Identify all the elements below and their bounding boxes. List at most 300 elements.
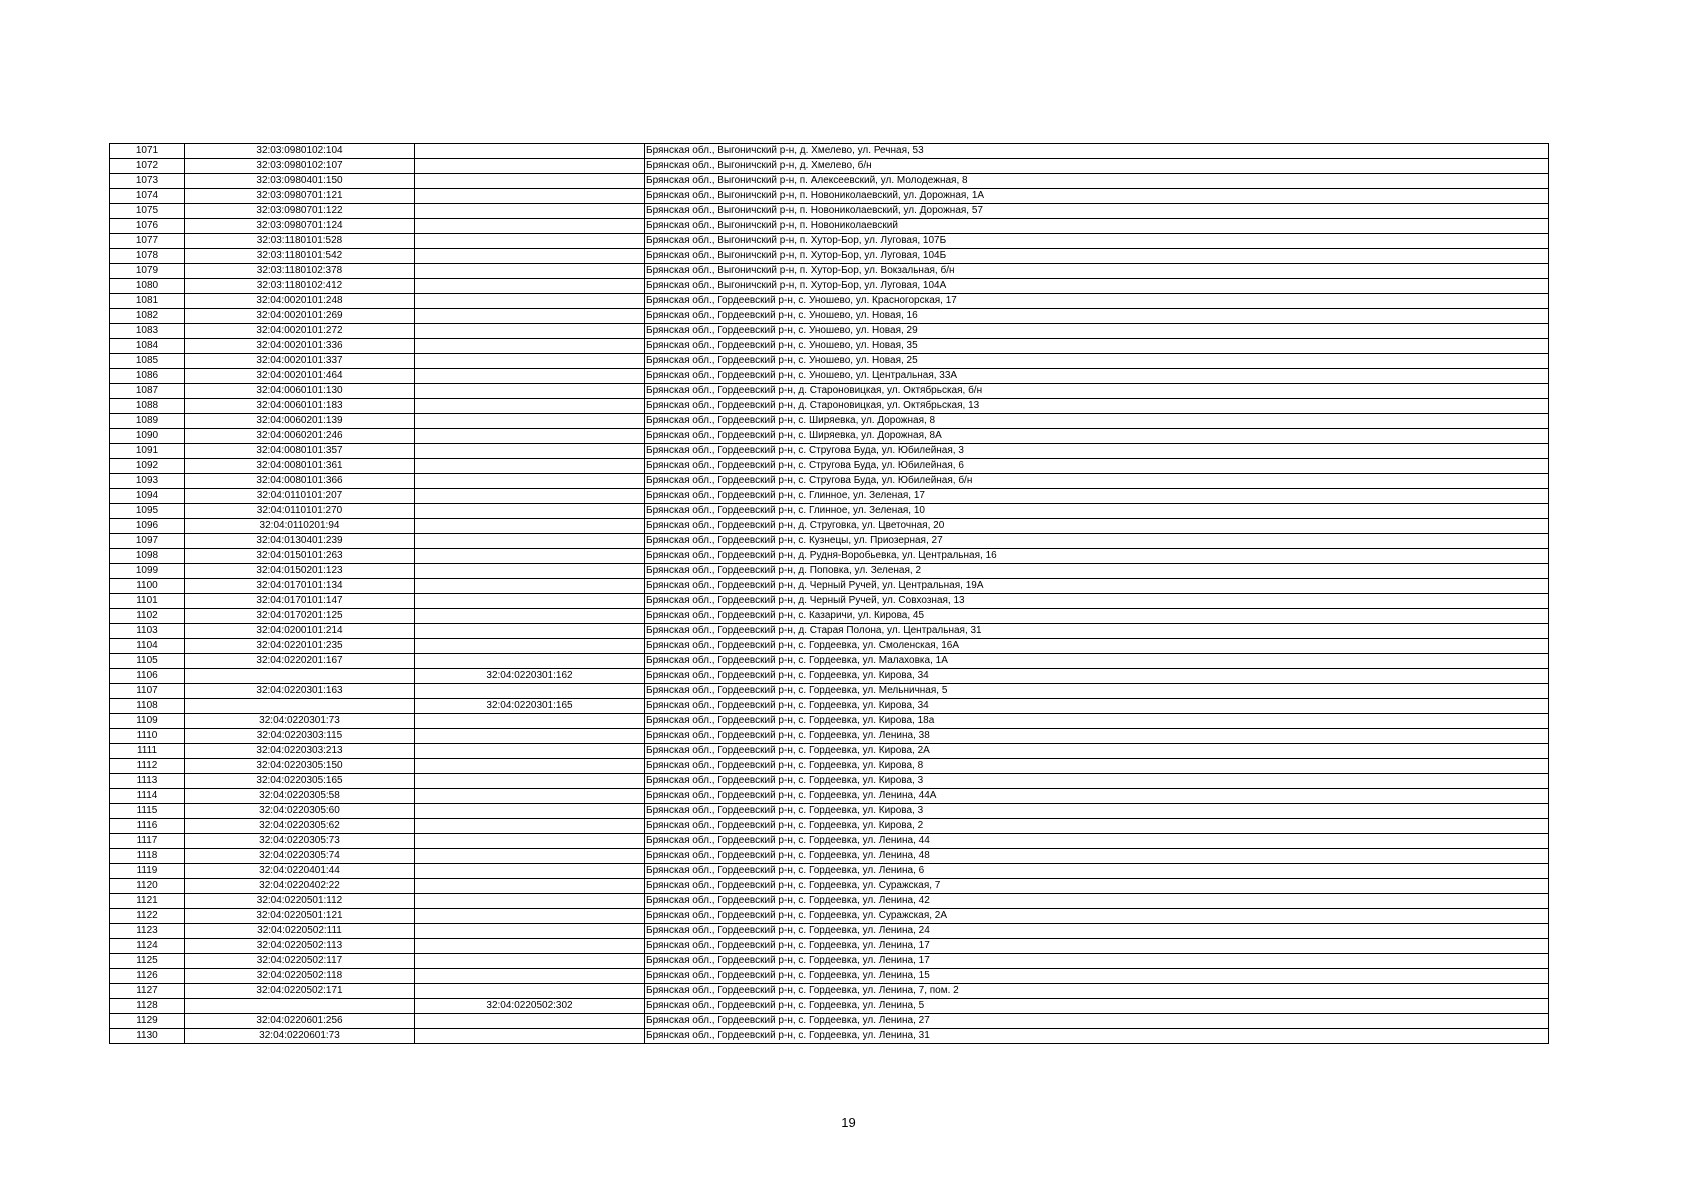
row-number-cell: 1119 — [110, 864, 185, 879]
cadastral-number-cell: 32:04:0020101:248 — [185, 294, 415, 309]
table-row — [110, 834, 1549, 849]
table-row — [110, 564, 1549, 579]
cadastral-number-cell: 32:04:0200101:214 — [185, 624, 415, 639]
address-cell: Брянская обл., Гордеевский р-н, д. Староновицкая, ул. Октябрьская, б/н — [645, 384, 1549, 399]
address-cell: Брянская обл., Гордеевский р-н, с. Казаричи, ул. Кирова, 45 — [645, 609, 1549, 624]
address-cell: Брянская обл., Гордеевский р-н, с. Гордеевка, ул. Кирова, 3 — [645, 774, 1549, 789]
cadastral-number-alt-cell: 32:04:0220301:162 — [415, 669, 645, 684]
cadastral-number-cell: 32:04:0220101:235 — [185, 639, 415, 654]
table-row — [110, 894, 1549, 909]
table-row — [110, 414, 1549, 429]
row-number-cell: 1105 — [110, 654, 185, 669]
cadastral-number-alt-cell — [415, 264, 645, 279]
table-row — [110, 354, 1549, 369]
cadastral-number-cell: 32:04:0020101:272 — [185, 324, 415, 339]
row-number-cell: 1091 — [110, 444, 185, 459]
address-cell: Брянская обл., Гордеевский р-н, с. Гордеевка, ул. Кирова, 2А — [645, 744, 1549, 759]
address-cell: Брянская обл., Гордеевский р-н, с. Стругова Буда, ул. Юбилейная, 6 — [645, 459, 1549, 474]
table-row — [110, 249, 1549, 264]
row-number-cell: 1083 — [110, 324, 185, 339]
cadastral-number-alt-cell — [415, 489, 645, 504]
table-row — [110, 744, 1549, 759]
row-number-cell: 1126 — [110, 969, 185, 984]
cadastral-number-cell: 32:04:0060101:130 — [185, 384, 415, 399]
cadastral-number-alt-cell — [415, 744, 645, 759]
cadastral-number-alt-cell — [415, 444, 645, 459]
table-row — [110, 939, 1549, 954]
row-number-cell: 1098 — [110, 549, 185, 564]
row-number-cell: 1115 — [110, 804, 185, 819]
cadastral-number-alt-cell — [415, 834, 645, 849]
table-row — [110, 144, 1549, 159]
cadastral-number-cell: 32:04:0220305:165 — [185, 774, 415, 789]
cadastral-number-cell: 32:04:0110101:207 — [185, 489, 415, 504]
cadastral-number-alt-cell — [415, 819, 645, 834]
row-number-cell: 1074 — [110, 189, 185, 204]
table-row — [110, 384, 1549, 399]
row-number-cell: 1108 — [110, 699, 185, 714]
table-row — [110, 369, 1549, 384]
cadastral-number-cell: 32:03:1180101:528 — [185, 234, 415, 249]
cadastral-number-cell: 32:04:0220502:113 — [185, 939, 415, 954]
row-number-cell: 1081 — [110, 294, 185, 309]
cadastral-number-alt-cell — [415, 1014, 645, 1029]
address-cell: Брянская обл., Выгоничский р-н, п. Алексеевский, ул. Молодежная, 8 — [645, 174, 1549, 189]
cadastral-number-alt-cell — [415, 159, 645, 174]
row-number-cell: 1116 — [110, 819, 185, 834]
cadastral-number-cell: 32:03:1180102:378 — [185, 264, 415, 279]
table-row — [110, 789, 1549, 804]
cadastral-number-alt-cell — [415, 654, 645, 669]
row-number-cell: 1130 — [110, 1029, 185, 1044]
address-cell: Брянская обл., Выгоничский р-н, д. Хмелево, б/н — [645, 159, 1549, 174]
cadastral-number-alt-cell — [415, 399, 645, 414]
cadastral-number-alt-cell — [415, 894, 645, 909]
cadastral-number-cell: 32:04:0150101:263 — [185, 549, 415, 564]
row-number-cell: 1100 — [110, 579, 185, 594]
address-cell: Брянская обл., Гордеевский р-н, д. Старая Полона, ул. Центральная, 31 — [645, 624, 1549, 639]
cadastral-number-cell: 32:04:0220601:73 — [185, 1029, 415, 1044]
table-row — [110, 984, 1549, 999]
cadastral-number-alt-cell — [415, 354, 645, 369]
cadastral-number-cell: 32:04:0170101:134 — [185, 579, 415, 594]
cadastral-number-cell: 32:04:0220502:118 — [185, 969, 415, 984]
cadastral-number-cell: 32:04:0220601:256 — [185, 1014, 415, 1029]
table-row — [110, 819, 1549, 834]
cadastral-number-alt-cell — [415, 579, 645, 594]
cadastral-number-cell: 32:03:0980102:104 — [185, 144, 415, 159]
cadastral-number-cell: 32:04:0220401:44 — [185, 864, 415, 879]
address-cell: Брянская обл., Гордеевский р-н, с. Гордеевка, ул. Кирова, 8 — [645, 759, 1549, 774]
cadastral-number-cell: 32:04:0020101:336 — [185, 339, 415, 354]
address-cell: Брянская обл., Выгоничский р-н, п. Новониколаевский — [645, 219, 1549, 234]
table-row — [110, 999, 1549, 1014]
cadastral-number-cell: 32:04:0130401:239 — [185, 534, 415, 549]
address-cell: Брянская обл., Гордеевский р-н, д. Староновицкая, ул. Октябрьская, 13 — [645, 399, 1549, 414]
table-row — [110, 174, 1549, 189]
cadastral-number-cell: 32:04:0220201:167 — [185, 654, 415, 669]
table-row — [110, 579, 1549, 594]
address-cell: Брянская обл., Выгоничский р-н, п. Новониколаевский, ул. Дорожная, 1А — [645, 189, 1549, 204]
cadastral-number-alt-cell — [415, 984, 645, 999]
cadastral-number-alt-cell — [415, 384, 645, 399]
address-cell: Брянская обл., Гордеевский р-н, с. Гордеевка, ул. Кирова, 2 — [645, 819, 1549, 834]
address-cell: Брянская обл., Гордеевский р-н, с. Гордеевка, ул. Кирова, 34 — [645, 669, 1549, 684]
row-number-cell: 1086 — [110, 369, 185, 384]
row-number-cell: 1101 — [110, 594, 185, 609]
address-cell: Брянская обл., Гордеевский р-н, с. Гордеевка, ул. Ленина, 42 — [645, 894, 1549, 909]
cadastral-number-alt-cell — [415, 279, 645, 294]
table-row — [110, 924, 1549, 939]
cadastral-number-cell: 32:03:0980701:124 — [185, 219, 415, 234]
table-row — [110, 699, 1549, 714]
cadastral-number-alt-cell — [415, 594, 645, 609]
row-number-cell: 1103 — [110, 624, 185, 639]
row-number-cell: 1088 — [110, 399, 185, 414]
row-number-cell: 1118 — [110, 849, 185, 864]
address-cell: Брянская обл., Выгоничский р-н, п. Новониколаевский, ул. Дорожная, 57 — [645, 204, 1549, 219]
address-cell: Брянская обл., Гордеевский р-н, с. Ширяевка, ул. Дорожная, 8А — [645, 429, 1549, 444]
cadastral-number-cell: 32:04:0020101:464 — [185, 369, 415, 384]
cadastral-number-alt-cell — [415, 534, 645, 549]
cadastral-number-alt-cell — [415, 144, 645, 159]
address-cell: Брянская обл., Гордеевский р-н, с. Гордеевка, ул. Мельничная, 5 — [645, 684, 1549, 699]
cadastral-number-alt-cell — [415, 759, 645, 774]
row-number-cell: 1114 — [110, 789, 185, 804]
cadastral-number-cell: 32:04:0080101:366 — [185, 474, 415, 489]
table-row — [110, 189, 1549, 204]
table-row — [110, 759, 1549, 774]
table-row — [110, 804, 1549, 819]
table-row — [110, 399, 1549, 414]
address-cell: Брянская обл., Гордеевский р-н, с. Гордеевка, ул. Суражская, 7 — [645, 879, 1549, 894]
cadastral-number-alt-cell — [415, 219, 645, 234]
cadastral-number-alt-cell — [415, 849, 645, 864]
address-cell: Брянская обл., Гордеевский р-н, с. Гордеевка, ул. Ленина, 44А — [645, 789, 1549, 804]
address-cell: Брянская обл., Гордеевский р-н, с. Гордеевка, ул. Кирова, 3 — [645, 804, 1549, 819]
table-row — [110, 609, 1549, 624]
address-cell: Брянская обл., Гордеевский р-н, с. Уношево, ул. Новая, 29 — [645, 324, 1549, 339]
cadastral-number-cell: 32:04:0110201:94 — [185, 519, 415, 534]
row-number-cell: 1080 — [110, 279, 185, 294]
row-number-cell: 1095 — [110, 504, 185, 519]
cadastral-number-alt-cell — [415, 939, 645, 954]
cadastral-number-alt-cell — [415, 549, 645, 564]
cadastral-number-alt-cell — [415, 414, 645, 429]
table-row — [110, 309, 1549, 324]
row-number-cell: 1076 — [110, 219, 185, 234]
cadastral-number-alt-cell — [415, 174, 645, 189]
address-cell: Брянская обл., Гордеевский р-н, с. Гордеевка, ул. Ленина, 17 — [645, 954, 1549, 969]
row-number-cell: 1078 — [110, 249, 185, 264]
row-number-cell: 1099 — [110, 564, 185, 579]
table-row — [110, 654, 1549, 669]
row-number-cell: 1113 — [110, 774, 185, 789]
cadastral-number-cell: 32:04:0220303:213 — [185, 744, 415, 759]
row-number-cell: 1122 — [110, 909, 185, 924]
cadastral-number-alt-cell — [415, 234, 645, 249]
cadastral-number-cell: 32:04:0220305:62 — [185, 819, 415, 834]
table-row — [110, 594, 1549, 609]
cadastral-number-alt-cell — [415, 474, 645, 489]
address-cell: Брянская обл., Гордеевский р-н, с. Уношево, ул. Красногорская, 17 — [645, 294, 1549, 309]
cadastral-number-cell: 32:04:0080101:357 — [185, 444, 415, 459]
cadastral-number-cell: 32:04:0060201:246 — [185, 429, 415, 444]
cadastral-number-alt-cell — [415, 804, 645, 819]
address-cell: Брянская обл., Гордеевский р-н, с. Уношево, ул. Центральная, 33А — [645, 369, 1549, 384]
table-row — [110, 429, 1549, 444]
address-cell: Брянская обл., Гордеевский р-н, с. Гордеевка, ул. Ленина, 15 — [645, 969, 1549, 984]
cadastral-number-alt-cell — [415, 189, 645, 204]
cadastral-number-alt-cell — [415, 879, 645, 894]
cadastral-number-alt-cell — [415, 954, 645, 969]
row-number-cell: 1109 — [110, 714, 185, 729]
cadastral-number-cell: 32:04:0220501:121 — [185, 909, 415, 924]
row-number-cell: 1082 — [110, 309, 185, 324]
cadastral-number-cell — [185, 669, 415, 684]
table-row — [110, 549, 1549, 564]
row-number-cell: 1111 — [110, 744, 185, 759]
cadastral-number-alt-cell — [415, 459, 645, 474]
cadastral-number-alt-cell — [415, 714, 645, 729]
table-row — [110, 714, 1549, 729]
row-number-cell: 1104 — [110, 639, 185, 654]
address-cell: Брянская обл., Гордеевский р-н, с. Глинное, ул. Зеленая, 17 — [645, 489, 1549, 504]
table-row — [110, 969, 1549, 984]
address-cell: Брянская обл., Гордеевский р-н, с. Уношево, ул. Новая, 16 — [645, 309, 1549, 324]
address-cell: Брянская обл., Гордеевский р-н, д. Черный Ручей, ул. Центральная, 19А — [645, 579, 1549, 594]
row-number-cell: 1075 — [110, 204, 185, 219]
cadastral-number-alt-cell — [415, 684, 645, 699]
cadastral-number-cell: 32:03:1180102:412 — [185, 279, 415, 294]
cadastral-number-alt-cell — [415, 519, 645, 534]
row-number-cell: 1124 — [110, 939, 185, 954]
table-row — [110, 909, 1549, 924]
table-row — [110, 294, 1549, 309]
table-row — [110, 444, 1549, 459]
table-row — [110, 774, 1549, 789]
address-cell: Брянская обл., Гордеевский р-н, д. Поповка, ул. Зеленая, 2 — [645, 564, 1549, 579]
address-cell: Брянская обл., Гордеевский р-н, с. Уношево, ул. Новая, 35 — [645, 339, 1549, 354]
cadastral-number-alt-cell — [415, 924, 645, 939]
row-number-cell: 1123 — [110, 924, 185, 939]
address-cell: Брянская обл., Выгоничский р-н, п. Хутор-Бор, ул. Вокзальная, б/н — [645, 264, 1549, 279]
cadastral-number-cell: 32:03:0980102:107 — [185, 159, 415, 174]
row-number-cell: 1071 — [110, 144, 185, 159]
row-number-cell: 1089 — [110, 414, 185, 429]
row-number-cell: 1077 — [110, 234, 185, 249]
row-number-cell: 1094 — [110, 489, 185, 504]
table-row — [110, 339, 1549, 354]
address-cell: Брянская обл., Гордеевский р-н, с. Гордеевка, ул. Ленина, 6 — [645, 864, 1549, 879]
address-cell: Брянская обл., Гордеевский р-н, с. Гордеевка, ул. Суражская, 2А — [645, 909, 1549, 924]
address-cell: Брянская обл., Гордеевский р-н, с. Гордеевка, ул. Ленина, 31 — [645, 1029, 1549, 1044]
registry-body — [110, 144, 1549, 1044]
cadastral-number-alt-cell — [415, 204, 645, 219]
table-row — [110, 219, 1549, 234]
table-row — [110, 729, 1549, 744]
address-cell: Брянская обл., Гордеевский р-н, с. Гордеевка, ул. Ленина, 27 — [645, 1014, 1549, 1029]
cadastral-number-cell: 32:04:0060201:139 — [185, 414, 415, 429]
address-cell: Брянская обл., Гордеевский р-н, д. Струговка, ул. Цветочная, 20 — [645, 519, 1549, 534]
address-cell: Брянская обл., Гордеевский р-н, с. Стругова Буда, ул. Юбилейная, 3 — [645, 444, 1549, 459]
cadastral-number-alt-cell — [415, 564, 645, 579]
table-row — [110, 1014, 1549, 1029]
cadastral-number-alt-cell — [415, 339, 645, 354]
table-row — [110, 204, 1549, 219]
address-cell: Брянская обл., Гордеевский р-н, с. Глинное, ул. Зеленая, 10 — [645, 504, 1549, 519]
table-row — [110, 864, 1549, 879]
cadastral-number-cell: 32:04:0110101:270 — [185, 504, 415, 519]
address-cell: Брянская обл., Гордеевский р-н, с. Гордеевка, ул. Ленина, 38 — [645, 729, 1549, 744]
cadastral-number-cell: 32:04:0220305:73 — [185, 834, 415, 849]
cadastral-number-alt-cell — [415, 774, 645, 789]
cadastral-number-cell: 32:04:0220303:115 — [185, 729, 415, 744]
row-number-cell: 1085 — [110, 354, 185, 369]
cadastral-number-cell — [185, 699, 415, 714]
row-number-cell: 1097 — [110, 534, 185, 549]
cadastral-number-alt-cell — [415, 504, 645, 519]
table-row — [110, 279, 1549, 294]
cadastral-number-alt-cell — [415, 369, 645, 384]
cadastral-number-alt-cell — [415, 729, 645, 744]
row-number-cell: 1127 — [110, 984, 185, 999]
address-cell: Брянская обл., Выгоничский р-н, п. Хутор-Бор, ул. Луговая, 104А — [645, 279, 1549, 294]
cadastral-number-cell: 32:04:0220305:74 — [185, 849, 415, 864]
address-cell: Брянская обл., Гордеевский р-н, с. Гордеевка, ул. Ленина, 7, пом. 2 — [645, 984, 1549, 999]
address-cell: Брянская обл., Гордеевский р-н, с. Гордеевка, ул. Малаховка, 1А — [645, 654, 1549, 669]
cadastral-number-alt-cell: 32:04:0220301:165 — [415, 699, 645, 714]
address-cell: Брянская обл., Гордеевский р-н, с. Гордеевка, ул. Ленина, 48 — [645, 849, 1549, 864]
row-number-cell: 1107 — [110, 684, 185, 699]
cadastral-number-cell: 32:04:0220502:117 — [185, 954, 415, 969]
row-number-cell: 1121 — [110, 894, 185, 909]
row-number-cell: 1093 — [110, 474, 185, 489]
address-cell: Брянская обл., Гордеевский р-н, с. Гордеевка, ул. Кирова, 34 — [645, 699, 1549, 714]
table-row — [110, 534, 1549, 549]
table-row — [110, 624, 1549, 639]
table-row — [110, 324, 1549, 339]
address-cell: Брянская обл., Гордеевский р-н, с. Гордеевка, ул. Ленина, 24 — [645, 924, 1549, 939]
cadastral-number-cell: 32:04:0060101:183 — [185, 399, 415, 414]
cadastral-number-cell: 32:03:1180101:542 — [185, 249, 415, 264]
cadastral-number-cell: 32:04:0220305:60 — [185, 804, 415, 819]
row-number-cell: 1090 — [110, 429, 185, 444]
address-cell: Брянская обл., Гордеевский р-н, с. Гордеевка, ул. Кирова, 18а — [645, 714, 1549, 729]
address-cell: Брянская обл., Гордеевский р-н, с. Кузнецы, ул. Приозерная, 27 — [645, 534, 1549, 549]
cadastral-number-alt-cell: 32:04:0220502:302 — [415, 999, 645, 1014]
address-cell: Брянская обл., Выгоничский р-н, п. Хутор-Бор, ул. Луговая, 104Б — [645, 249, 1549, 264]
cadastral-number-cell: 32:04:0020101:337 — [185, 354, 415, 369]
table-row — [110, 504, 1549, 519]
cadastral-number-cell: 32:04:0170201:125 — [185, 609, 415, 624]
registry-table — [109, 143, 1549, 1044]
cadastral-number-alt-cell — [415, 639, 645, 654]
cadastral-number-cell: 32:04:0220402:22 — [185, 879, 415, 894]
row-number-cell: 1120 — [110, 879, 185, 894]
cadastral-number-cell: 32:04:0220301:163 — [185, 684, 415, 699]
row-number-cell: 1110 — [110, 729, 185, 744]
address-cell: Брянская обл., Выгоничский р-н, д. Хмелево, ул. Речная, 53 — [645, 144, 1549, 159]
cadastral-number-alt-cell — [415, 294, 645, 309]
row-number-cell: 1087 — [110, 384, 185, 399]
address-cell: Брянская обл., Выгоничский р-н, п. Хутор-Бор, ул. Луговая, 107Б — [645, 234, 1549, 249]
cadastral-number-cell: 32:04:0220305:150 — [185, 759, 415, 774]
row-number-cell: 1096 — [110, 519, 185, 534]
cadastral-number-alt-cell — [415, 324, 645, 339]
row-number-cell: 1106 — [110, 669, 185, 684]
table-row — [110, 1029, 1549, 1044]
cadastral-number-cell — [185, 999, 415, 1014]
cadastral-number-cell: 32:04:0220301:73 — [185, 714, 415, 729]
cadastral-number-alt-cell — [415, 789, 645, 804]
cadastral-number-alt-cell — [415, 609, 645, 624]
table-row — [110, 954, 1549, 969]
address-cell: Брянская обл., Гордеевский р-н, с. Гордеевка, ул. Ленина, 5 — [645, 999, 1549, 1014]
row-number-cell: 1079 — [110, 264, 185, 279]
row-number-cell: 1117 — [110, 834, 185, 849]
cadastral-number-alt-cell — [415, 909, 645, 924]
page-number: 19 — [841, 1115, 856, 1130]
cadastral-number-alt-cell — [415, 969, 645, 984]
cadastral-number-cell: 32:04:0170101:147 — [185, 594, 415, 609]
row-number-cell: 1128 — [110, 999, 185, 1014]
address-cell: Брянская обл., Гордеевский р-н, с. Стругова Буда, ул. Юбилейная, б/н — [645, 474, 1549, 489]
cadastral-number-alt-cell — [415, 864, 645, 879]
cadastral-number-cell: 32:03:0980701:121 — [185, 189, 415, 204]
row-number-cell: 1102 — [110, 609, 185, 624]
address-cell: Брянская обл., Гордеевский р-н, с. Гордеевка, ул. Ленина, 44 — [645, 834, 1549, 849]
address-cell: Брянская обл., Гордеевский р-н, д. Рудня-Воробьевка, ул. Центральная, 16 — [645, 549, 1549, 564]
row-number-cell: 1073 — [110, 174, 185, 189]
cadastral-number-cell: 32:04:0220501:112 — [185, 894, 415, 909]
table-row — [110, 459, 1549, 474]
table-row — [110, 879, 1549, 894]
cadastral-number-alt-cell — [415, 309, 645, 324]
address-cell: Брянская обл., Гордеевский р-н, с. Уношево, ул. Новая, 25 — [645, 354, 1549, 369]
row-number-cell: 1084 — [110, 339, 185, 354]
address-cell: Брянская обл., Гордеевский р-н, с. Ширяевка, ул. Дорожная, 8 — [645, 414, 1549, 429]
row-number-cell: 1112 — [110, 759, 185, 774]
cadastral-number-alt-cell — [415, 1029, 645, 1044]
cadastral-number-cell: 32:04:0020101:269 — [185, 309, 415, 324]
cadastral-number-alt-cell — [415, 429, 645, 444]
cadastral-number-alt-cell — [415, 624, 645, 639]
table-row — [110, 519, 1549, 534]
row-number-cell: 1125 — [110, 954, 185, 969]
table-row — [110, 849, 1549, 864]
table-row — [110, 639, 1549, 654]
table-row — [110, 669, 1549, 684]
table-row — [110, 684, 1549, 699]
table-row — [110, 159, 1549, 174]
address-cell: Брянская обл., Гордеевский р-н, с. Гордеевка, ул. Ленина, 17 — [645, 939, 1549, 954]
table-row — [110, 489, 1549, 504]
table-row — [110, 234, 1549, 249]
cadastral-number-alt-cell — [415, 249, 645, 264]
address-cell: Брянская обл., Гордеевский р-н, с. Гордеевка, ул. Смоленская, 16А — [645, 639, 1549, 654]
row-number-cell: 1129 — [110, 1014, 185, 1029]
row-number-cell: 1072 — [110, 159, 185, 174]
cadastral-number-cell: 32:04:0220502:111 — [185, 924, 415, 939]
cadastral-number-cell: 32:04:0080101:361 — [185, 459, 415, 474]
cadastral-number-cell: 32:04:0150201:123 — [185, 564, 415, 579]
table-row — [110, 474, 1549, 489]
cadastral-number-cell: 32:04:0220502:171 — [185, 984, 415, 999]
cadastral-number-cell: 32:04:0220305:58 — [185, 789, 415, 804]
row-number-cell: 1092 — [110, 459, 185, 474]
table-row — [110, 264, 1549, 279]
